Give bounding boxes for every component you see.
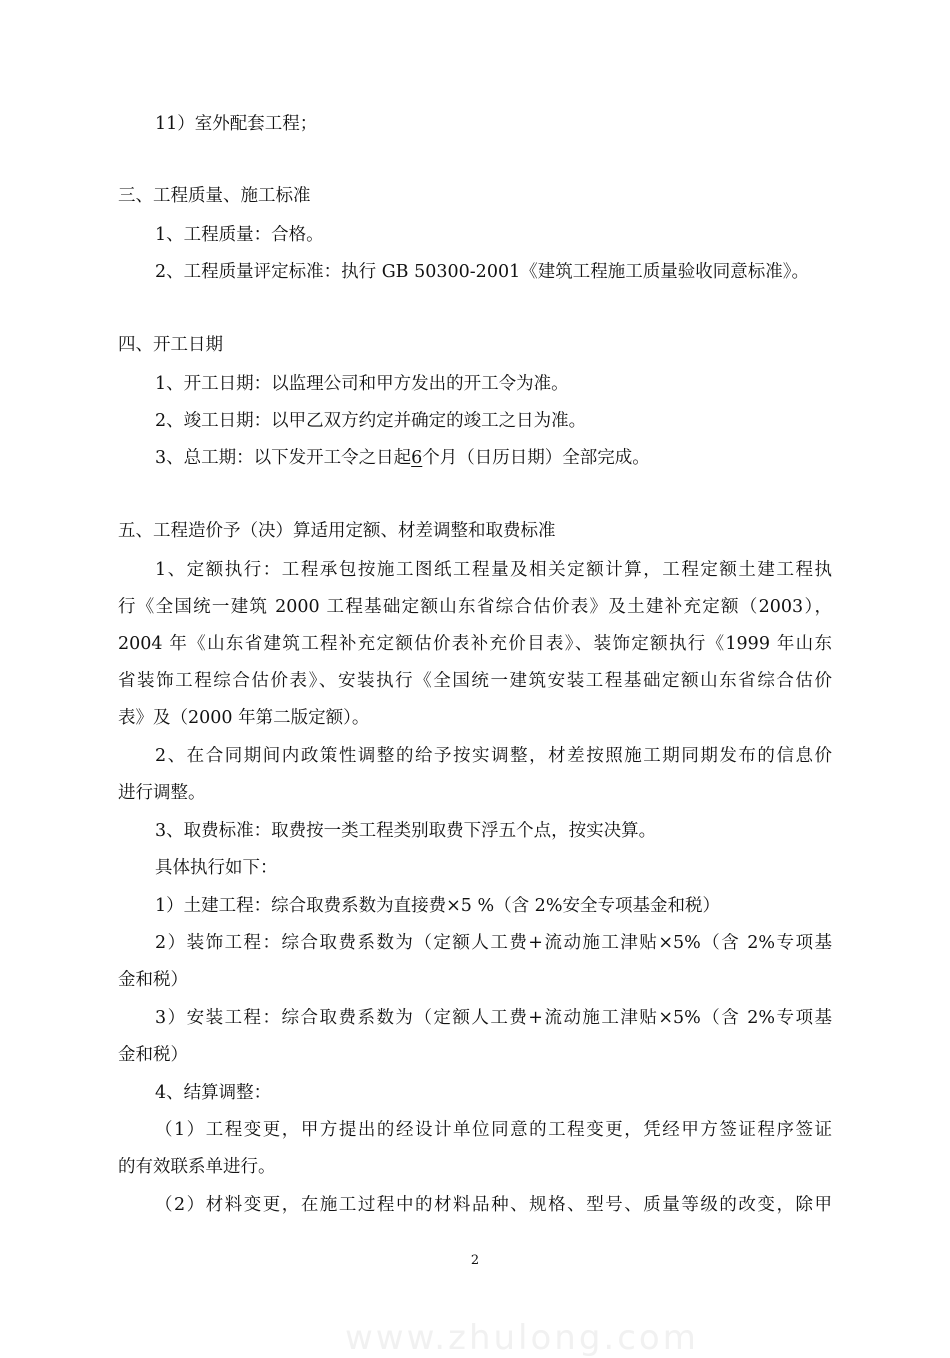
paragraph-quota-line-3: 2004 年《山东省建筑工程补充定额估价表补充价目表》、装饰定额执行《1999 年山东 — [118, 634, 832, 654]
list-item-outdoor-works: 11）室外配套工程； — [155, 114, 318, 134]
paragraph-settlement: 4、结算调整： — [155, 1083, 272, 1103]
section-heading-quality: 三、工程质量、施工标准 — [118, 186, 311, 206]
paragraph-total-duration — [155, 446, 650, 470]
paragraph-completion-date: 2、竣工日期：以甲乙双方约定并确定的竣工之日为准。 — [155, 411, 587, 431]
paragraph-quota-line-2: 行《全国统一建筑 2000 工程基础定额山东省综合估价表》及土建补充定额（2003）， — [118, 597, 832, 617]
paragraph-policy-adjust-line-1: 2、在合同期间内政策性调整的给予按实调整，材差按照施工期同期发布的信息价 — [155, 746, 832, 766]
duration-months-value: 6 — [411, 448, 423, 468]
section-heading-pricing: 五、工程造价予（决）算适用定额、材差调整和取费标准 — [118, 521, 556, 541]
paragraph-fee-standard: 3、取费标准：取费按一类工程类别取费下浮五个点，按实决算。 — [155, 821, 657, 841]
duration-text-prefix: 3、总工期：以下发开工令之日起 — [155, 448, 412, 468]
paragraph-quota-line-4: 省装饰工程综合估价表》、安装执行《全国统一建筑安装工程基础定额山东省综合估价 — [118, 671, 832, 691]
paragraph-quality-standard: 2、工程质量评定标准：执行 GB 50300-2001《建筑工程施工质量验收同意标准》。 — [155, 262, 809, 282]
paragraph-quality: 1、工程质量：合格。 — [155, 225, 324, 245]
page-number: 2 — [470, 1253, 480, 1268]
section-heading-start-date: 四、开工日期 — [118, 335, 223, 355]
paragraph-start-date: 1、开工日期：以监理公司和甲方发出的开工令为准。 — [155, 374, 569, 394]
paragraph-execution-details: 具体执行如下： — [155, 858, 278, 878]
paragraph-policy-adjust-line-2: 进行调整。 — [118, 783, 206, 803]
list-item-installation-line-2: 金和税） — [118, 1045, 188, 1065]
list-item-decoration-line-2: 金和税） — [118, 970, 188, 990]
paragraph-material-change-line-1: （2）材料变更，在施工过程中的材料品种、规格、型号、质量等级的改变，除甲 — [155, 1195, 832, 1215]
list-item-decoration-line-1: 2）装饰工程：综合取费系数为（定额人工费+流动施工津贴×5%（含 2%专项基 — [155, 933, 832, 953]
paragraph-engineering-change-line-2: 的有效联系单进行。 — [118, 1157, 276, 1177]
list-item-installation-line-1: 3）安装工程：综合取费系数为（定额人工费+流动施工津贴×5%（含 2%专项基 — [155, 1008, 832, 1028]
watermark: www.zhulong.com — [345, 1318, 699, 1358]
duration-text-suffix: 个月（日历日期）全部完成。 — [422, 448, 650, 468]
paragraph-quota-line-1: 1、定额执行：工程承包按施工图纸工程量及相关定额计算，工程定额土建工程执 — [155, 560, 832, 580]
paragraph-engineering-change-line-1: （1）工程变更，甲方提出的经设计单位同意的工程变更，凭经甲方签证程序签证 — [155, 1120, 832, 1140]
list-item-civil-works: 1）土建工程：综合取费系数为直接费×5 %（含 2%安全专项基金和税） — [155, 896, 720, 916]
paragraph-quota-line-5: 表》及（2000 年第二版定额）。 — [118, 708, 370, 728]
